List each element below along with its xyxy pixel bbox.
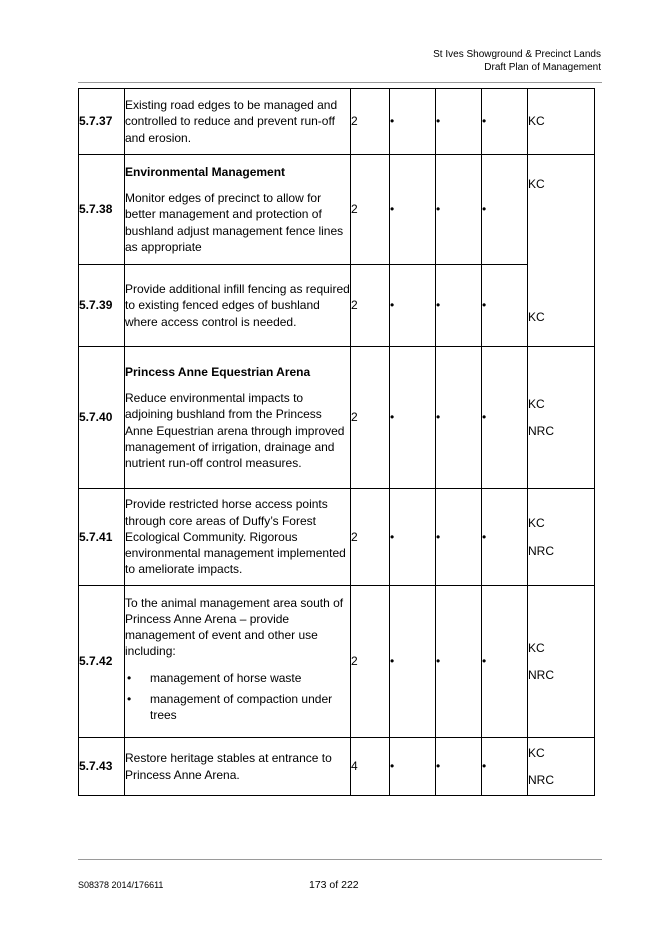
row-body: Monitor edges of precinct to allow for better management and protection of bushland adjust management fence lines as appropriate xyxy=(125,191,344,254)
responsibility-list xyxy=(528,640,594,683)
row-title: Princess Anne Equestrian Arena xyxy=(125,364,311,379)
responsibility-code: KC xyxy=(528,516,545,531)
row-body: Provide additional infill fencing as required to existing fenced edges of bushland where access control is needed. xyxy=(125,282,350,329)
row-mark: • xyxy=(390,738,436,796)
page-number: 173 of 222 xyxy=(309,879,359,891)
row-description xyxy=(125,265,351,347)
running-header xyxy=(433,48,601,74)
row-ref: 5.7.41 xyxy=(79,489,125,586)
table-row xyxy=(79,265,595,347)
row-description xyxy=(125,586,351,738)
responsibility-code: NRC xyxy=(528,668,554,682)
row-description xyxy=(125,155,351,265)
responsibility-code: KC xyxy=(528,396,545,411)
row-description xyxy=(125,89,351,155)
row-priority: 2 xyxy=(351,89,390,155)
responsibility-list xyxy=(528,745,594,788)
row-mark: • xyxy=(482,586,528,738)
header-title: St Ives Showground & Precinct Lands xyxy=(433,49,601,60)
row-responsibility xyxy=(528,489,595,586)
actions-table-body xyxy=(79,89,595,796)
table-row xyxy=(79,738,595,796)
row-priority: 2 xyxy=(351,265,390,347)
row-mark: • xyxy=(436,89,482,155)
row-responsibility xyxy=(528,586,595,738)
row-responsibility xyxy=(528,155,595,347)
row-ref: 5.7.43 xyxy=(79,738,125,796)
footer-rule xyxy=(78,859,602,860)
bullet-marker: • xyxy=(127,691,132,706)
row-mark: • xyxy=(436,265,482,347)
table-row xyxy=(79,347,595,489)
row-description xyxy=(125,738,351,796)
row-ref: 5.7.42 xyxy=(79,586,125,738)
row-priority: 2 xyxy=(351,155,390,265)
responsibility-code: NRC xyxy=(528,424,554,438)
bullet-list xyxy=(125,670,350,724)
row-priority: 4 xyxy=(351,738,390,796)
bullet-text: management of horse waste xyxy=(150,670,302,685)
table-row xyxy=(79,155,595,265)
responsibility-list xyxy=(528,176,594,326)
row-mark: • xyxy=(482,738,528,796)
row-mark: • xyxy=(390,155,436,265)
row-priority: 2 xyxy=(351,489,390,586)
row-body: To the animal management area south of Princess Anne Arena – provide management of event and other use including: xyxy=(125,595,344,659)
responsibility-code: KC xyxy=(528,745,545,760)
bullet-text: management of compaction under trees xyxy=(150,691,333,722)
row-body: Reduce environmental impacts to adjoining bushland from the Princess Anne Equestrian arena through improved management of irrigation, drainage and nutrient run-off control measures. xyxy=(125,391,345,470)
row-mark: • xyxy=(436,738,482,796)
row-mark: • xyxy=(482,155,528,265)
header-subtitle: Draft Plan of Management xyxy=(484,62,601,73)
responsibility-code: KC xyxy=(528,640,545,655)
bullet-marker: • xyxy=(127,670,132,685)
row-priority: 2 xyxy=(351,586,390,738)
row-mark: • xyxy=(390,265,436,347)
row-priority: 2 xyxy=(351,347,390,489)
row-ref: 5.7.38 xyxy=(79,155,125,265)
responsibility-code: KC xyxy=(528,176,545,191)
row-ref: 5.7.40 xyxy=(79,347,125,489)
row-body: Provide restricted horse access points through core areas of Duffy’s Forest Ecological Community. Rigorous environmental management implemented to ameliorate impacts. xyxy=(125,497,346,577)
responsibility-list xyxy=(528,515,594,558)
row-ref: 5.7.37 xyxy=(79,89,125,155)
row-mark: • xyxy=(390,586,436,738)
row-mark: • xyxy=(436,489,482,586)
row-mark: • xyxy=(482,489,528,586)
row-body: Restore heritage stables at entrance to Princess Anne Arena. xyxy=(125,751,332,782)
row-mark: • xyxy=(482,89,528,155)
row-mark: • xyxy=(436,586,482,738)
row-body: Existing road edges to be managed and controlled to reduce and prevent run-off and erosion. xyxy=(125,98,338,145)
row-responsibility xyxy=(528,738,595,796)
table-row xyxy=(79,586,595,738)
row-mark: • xyxy=(436,347,482,489)
responsibility-code: NRC xyxy=(528,773,554,787)
row-ref: 5.7.39 xyxy=(79,265,125,347)
row-mark: • xyxy=(436,155,482,265)
row-mark: • xyxy=(390,347,436,489)
responsibility-list xyxy=(528,113,594,129)
bullet-item xyxy=(125,670,350,686)
responsibility-list xyxy=(528,396,594,439)
row-description xyxy=(125,347,351,489)
actions-table xyxy=(78,88,595,796)
table-row xyxy=(79,489,595,586)
footer-doc-ref: S08378 2014/176611 xyxy=(78,880,164,890)
row-mark: • xyxy=(482,265,528,347)
row-responsibility xyxy=(528,89,595,155)
row-mark: • xyxy=(482,347,528,489)
row-mark: • xyxy=(390,489,436,586)
row-responsibility xyxy=(528,347,595,489)
responsibility-code: NRC xyxy=(528,543,554,558)
table-row xyxy=(79,89,595,155)
responsibility-code: KC xyxy=(528,310,545,325)
responsibility-code: KC xyxy=(528,114,545,129)
row-description xyxy=(125,489,351,586)
bullet-item xyxy=(125,691,350,723)
row-title: Environmental Management xyxy=(125,164,286,179)
row-mark: • xyxy=(390,89,436,155)
header-rule xyxy=(78,82,602,83)
